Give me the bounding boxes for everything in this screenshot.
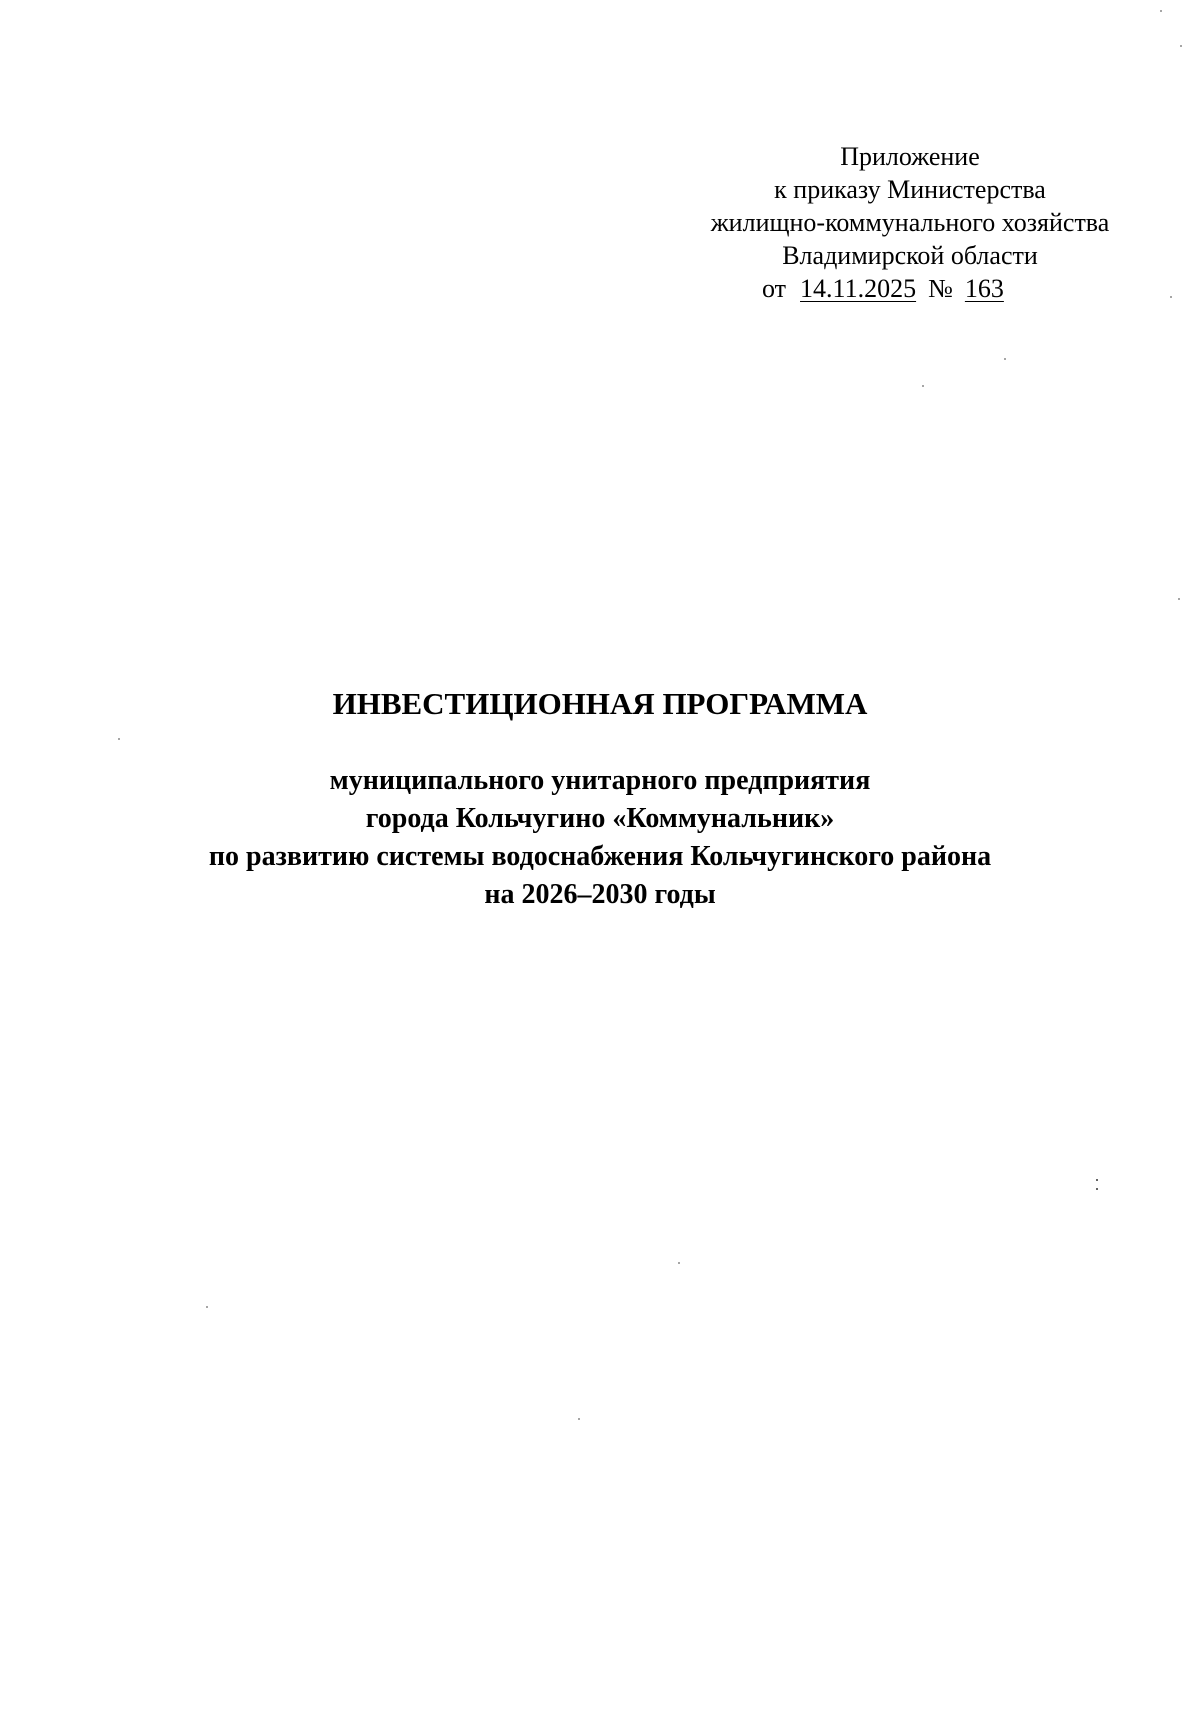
scan-speck bbox=[1160, 10, 1162, 12]
date-prefix: от bbox=[762, 274, 787, 303]
appendix-order-reference: к приказу Министерства bbox=[774, 175, 1046, 204]
scan-speck bbox=[1096, 1179, 1098, 1181]
scan-speck bbox=[1170, 296, 1172, 298]
appendix-region: Владимирской области bbox=[782, 241, 1038, 270]
scan-speck bbox=[1180, 45, 1182, 47]
scan-speck bbox=[578, 1418, 580, 1420]
scan-speck bbox=[678, 1262, 680, 1264]
scan-speck bbox=[118, 738, 120, 740]
page-title: ИНВЕСТИЦИОННАЯ ПРОГРАММА bbox=[332, 686, 868, 721]
subtitle-line-1: муниципального унитарного предприятия bbox=[329, 765, 871, 796]
scan-speck bbox=[1178, 598, 1180, 600]
appendix-block bbox=[660, 140, 1160, 305]
scan-speck bbox=[922, 385, 924, 387]
appendix-date-number-line bbox=[660, 272, 1160, 305]
order-date: 14.11.2025 bbox=[800, 274, 917, 303]
appendix-ministry-name: жилищно-коммунального хозяйства bbox=[710, 208, 1110, 237]
subtitle-line-2: города Кольчугино «Коммунальник» bbox=[365, 803, 835, 834]
subtitle-line-4: на 2026–2030 годы bbox=[484, 879, 716, 910]
program-subtitle bbox=[0, 762, 1200, 914]
number-sign: № bbox=[928, 274, 953, 303]
scan-speck bbox=[206, 1306, 208, 1308]
scan-speck bbox=[1004, 358, 1006, 360]
scan-speck bbox=[1096, 1188, 1098, 1190]
subtitle-line-3: по развитию системы водоснабжения Кольчугинского района bbox=[208, 841, 992, 872]
appendix-heading: Приложение bbox=[840, 142, 980, 171]
order-number: 163 bbox=[964, 274, 1004, 303]
